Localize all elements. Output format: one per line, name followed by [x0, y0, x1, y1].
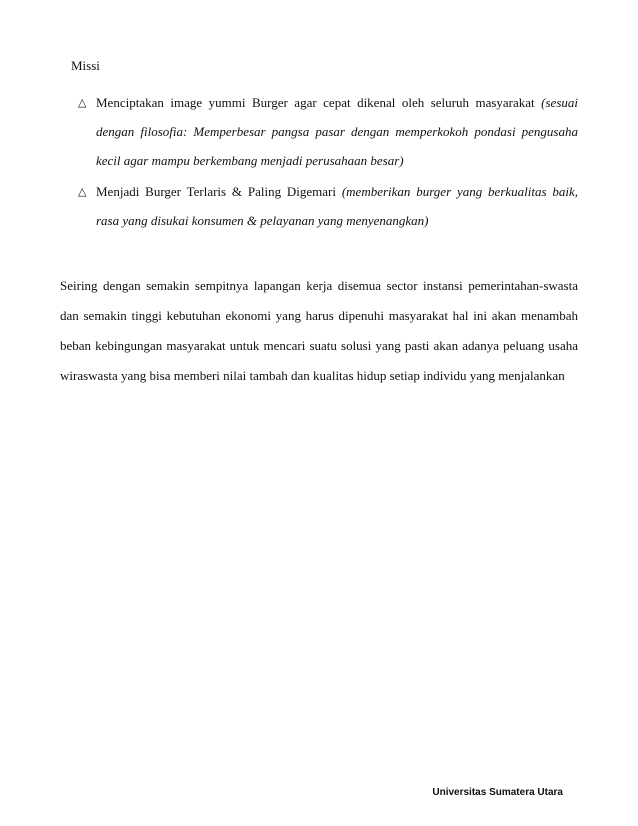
mission-item-text: Menjadi Burger Terlaris & Paling Digemari [96, 184, 342, 199]
triangle-bullet-icon: △ [78, 96, 87, 109]
triangle-bullet-icon: △ [78, 185, 87, 198]
mission-item-1 [78, 88, 578, 175]
mission-item-text: Menciptakan image yummi Burger agar cepat dikenal oleh seluruh masyarakat [96, 95, 542, 110]
body-paragraph: Seiring dengan semakin sempitnya lapangan kerja disemua sector instansi pemerintahan-swasta dan semakin tinggi kebutuhan ekonomi yang harus dipenuhi masyarakat hal ini akan menambah beban kebingungan masyarakat untuk mencari suatu solusi yang pasti akan adanya peluang usaha wiraswasta yang bisa memberi nilai tambah dan kualitas hidup setiap individu yang menjalankan [60, 278, 578, 383]
section-heading-missi: Missi [71, 58, 100, 73]
mission-item-note: (memberikan burger yang berkualitas baik, rasa yang disukai konsumen & pelayanan yang menyenangkan) [96, 184, 578, 228]
mission-item-note: (sesuai dengan filosofia: Memperbesar pangsa pasar dengan memperkokoh pondasi pengusaha kecil agar mampu berkembang menjadi perusahaan besar) [96, 95, 578, 168]
mission-item-2 [78, 177, 578, 235]
page-footer-institution: Universitas Sumatera Utara [432, 787, 563, 798]
mission-bullet-list [78, 88, 578, 235]
